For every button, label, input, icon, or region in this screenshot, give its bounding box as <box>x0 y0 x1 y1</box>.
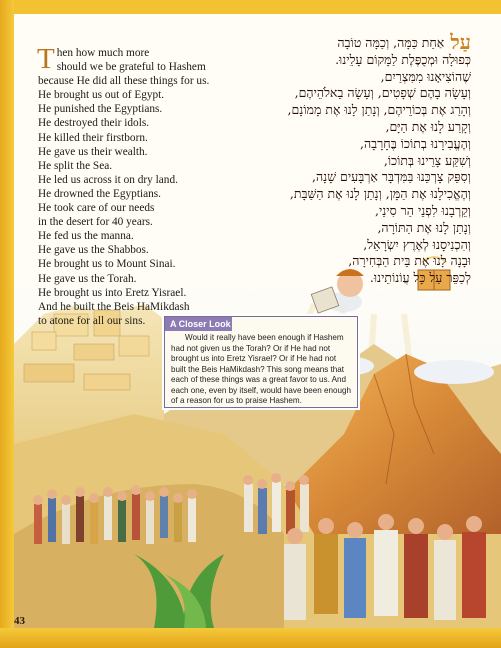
english-line: in the desert for 40 years. <box>38 216 153 229</box>
hebrew-line: וְשִׁקַּע צָרֵינוּ בְּתוֹכוֹ, <box>383 152 471 168</box>
english-line: Then how much more <box>37 43 150 75</box>
hebrew-line: וְהֶעֱבִירָנוּ בְתוֹכוֹ בֶּחָרָבָה, <box>359 135 471 151</box>
english-line: He gave us their wealth. <box>38 145 148 158</box>
english-line: He gave us the Shabbos. <box>38 244 149 257</box>
hebrew-line: וּבָנָה לָנוּ אֶת בֵּית הַבְּחִירָה, <box>348 253 471 269</box>
english-line: He punished the Egyptians. <box>38 103 163 116</box>
english-line: He fed us the manna. <box>38 230 134 243</box>
english-line: He led us across it on dry land. <box>38 173 178 186</box>
page-border-left <box>0 0 14 648</box>
english-line: He killed their firstborn. <box>38 131 148 144</box>
hebrew-line: שֶׁהוֹצִיאָנוּ מִמִּצְרַיִם, <box>380 68 471 84</box>
page-border-bottom <box>0 628 501 648</box>
page-number: 43 <box>14 615 25 627</box>
hebrew-line: עַלאַחַת כַּמָּה, וְכַמָּה טוֹבָה <box>337 30 471 54</box>
hebrew-line: וְהָרַג אֶת בְּכוֹרֵיהֶם, וְנָתַן לָנוּ אֶת מָמוֹנָם, <box>287 102 471 118</box>
english-text <box>37 43 233 328</box>
hebrew-line: וְסִפֵּק צָרְכֵּנוּ בַּמִּדְבָּר אַרְבָּעִים שָׁנָה, <box>311 169 471 185</box>
english-line: because He did all these things for us. <box>38 75 210 88</box>
english-line: He brought us into Eretz Yisrael. <box>38 286 187 299</box>
english-line: He drowned the Egyptians. <box>38 187 161 200</box>
hebrew-line: וְהִכְנִיסָנוּ לְאֶרֶץ יִשְׂרָאֵל, <box>363 236 471 252</box>
content-panel <box>14 14 501 628</box>
hebrew-line: וְעָשָׂה בָהֶם שְׁפָטִים, וְעָשָׂה בֵאלֹהֵיהֶם, <box>294 85 471 101</box>
english-line: He gave us the Torah. <box>38 272 137 285</box>
hebrew-line: לְכַפֵּר עַל כָּל עֲוֹנוֹתֵינוּ. <box>369 270 471 286</box>
english-line: to atone for all our sins. <box>38 314 146 327</box>
english-line: He split the Sea. <box>38 159 113 172</box>
hebrew-line: וְקֵרְבָנוּ לִפְנֵי הַר סִינַי, <box>374 202 471 218</box>
closer-look-body: Would it really have been enough if Hashem had not given us the Torah? Or if He had not brought us into Eretz Yisrael? Or if He had not built the Beis HaMikdash? This song means that each of these things was a great favor to us. And each one, even by itself, would have been enough of a reason for us to praise Hashem. <box>171 333 351 405</box>
english-line: He brought us to Mount Sinai. <box>38 258 176 271</box>
english-line: And he built the Beis HaMikdash <box>38 300 190 313</box>
hebrew-line: וְהֶאֱכִילָנוּ אֶת הַמָּן, וְנָתַן לָנוּ אֶת הַשַּׁבָּת, <box>289 186 471 202</box>
hebrew-line: וְנָתַן לָנוּ אֶת הַתּוֹרָה, <box>377 219 471 235</box>
english-line: He took care of our needs <box>38 202 155 215</box>
english-line: He brought us out of Egypt. <box>38 89 165 102</box>
english-line: should we be grateful to Hashem <box>56 61 206 74</box>
closer-look-box <box>164 316 358 408</box>
hebrew-text <box>231 30 471 287</box>
english-line: He destroyed their idols. <box>38 117 150 130</box>
hebrew-line: כְּפוּלָה וּמְכֻפֶּלֶת לַמָּקוֹם עָלֵינוּ. <box>335 51 471 67</box>
hebrew-heading: עַל <box>450 30 471 54</box>
drop-cap: T <box>37 43 55 75</box>
hebrew-line: וְקָרַע לָנוּ אֶת הַיָּם, <box>385 118 471 134</box>
closer-look-title: A Closer Look <box>165 317 232 331</box>
